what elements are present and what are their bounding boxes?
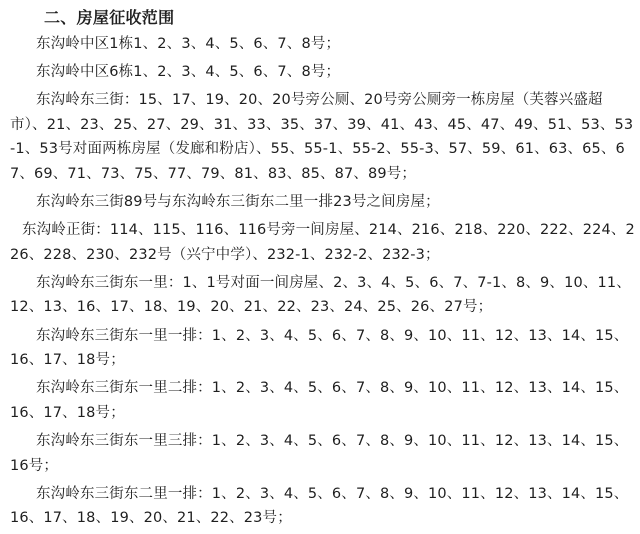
paragraph-zhongqu-building-1: 东沟岭中区1栋1、2、3、4、5、6、7、8号； — [36, 36, 341, 52]
paragraph-dongyili-row-2: 东沟岭东三街东一里二排：1、2、3、4、5、6、7、8、9、10、11、12、13、14、15、16、17、18号； — [10, 380, 629, 421]
paragraph-dongerli-row-1: 东沟岭东三街东二里一排：1、2、3、4、5、6、7、8、9、10、11、12、13、14、15、16、17、18、19、20、21、22、23号； — [10, 485, 629, 527]
paragraph-zhengjie: 东沟岭正街：114、115、116、116号旁一间房屋、214、216、218、220、222、224、226、228、230、232号（兴宁中学）、232-1、232-2、232-3； — [10, 222, 635, 263]
section-heading: 二、房屋征收范围 — [44, 8, 175, 27]
paragraph-dongyili: 东沟岭东三街东一里：1、1号对面一间房屋、2、3、4、5、6、7、7-1、8、9、10、11、12、13、16、17、18、19、20、21、22、23、24、25、26、27号； — [10, 274, 631, 316]
paragraph-zhongqu-building-6: 东沟岭中区6栋1、2、3、4、5、6、7、8号； — [36, 64, 341, 81]
paragraph-dongsanjie-89-between: 东沟岭东三街89号与东沟岭东三街东二里一排23号之间房屋； — [36, 194, 440, 211]
paragraph-dongsanjie: 东沟岭东三街：15、17、19、20、20号旁公厕、20号旁公厕旁一栋房屋（芙蓉兴盛超市）、21、23、25、27、29、31、33、35、37、39、41、43、45、47、49、51、53、53-1、53号对面两栋房屋（发廊和粉店）、55、55-1、55-2、55-3、57、59、61、63、65、67、69、71、73、75、77、79、81、83、85、87、89号； — [10, 92, 634, 182]
document-body — [10, 6, 635, 534]
paragraph-dongyili-row-3: 东沟岭东三街东一里三排：1、2、3、4、5、6、7、8、9、10、11、12、13、14、15、16号； — [10, 432, 629, 474]
paragraph-dongyili-row-1: 东沟岭东三街东一里一排：1、2、3、4、5、6、7、8、9、10、11、12、13、14、15、16、17、18号； — [10, 327, 629, 369]
